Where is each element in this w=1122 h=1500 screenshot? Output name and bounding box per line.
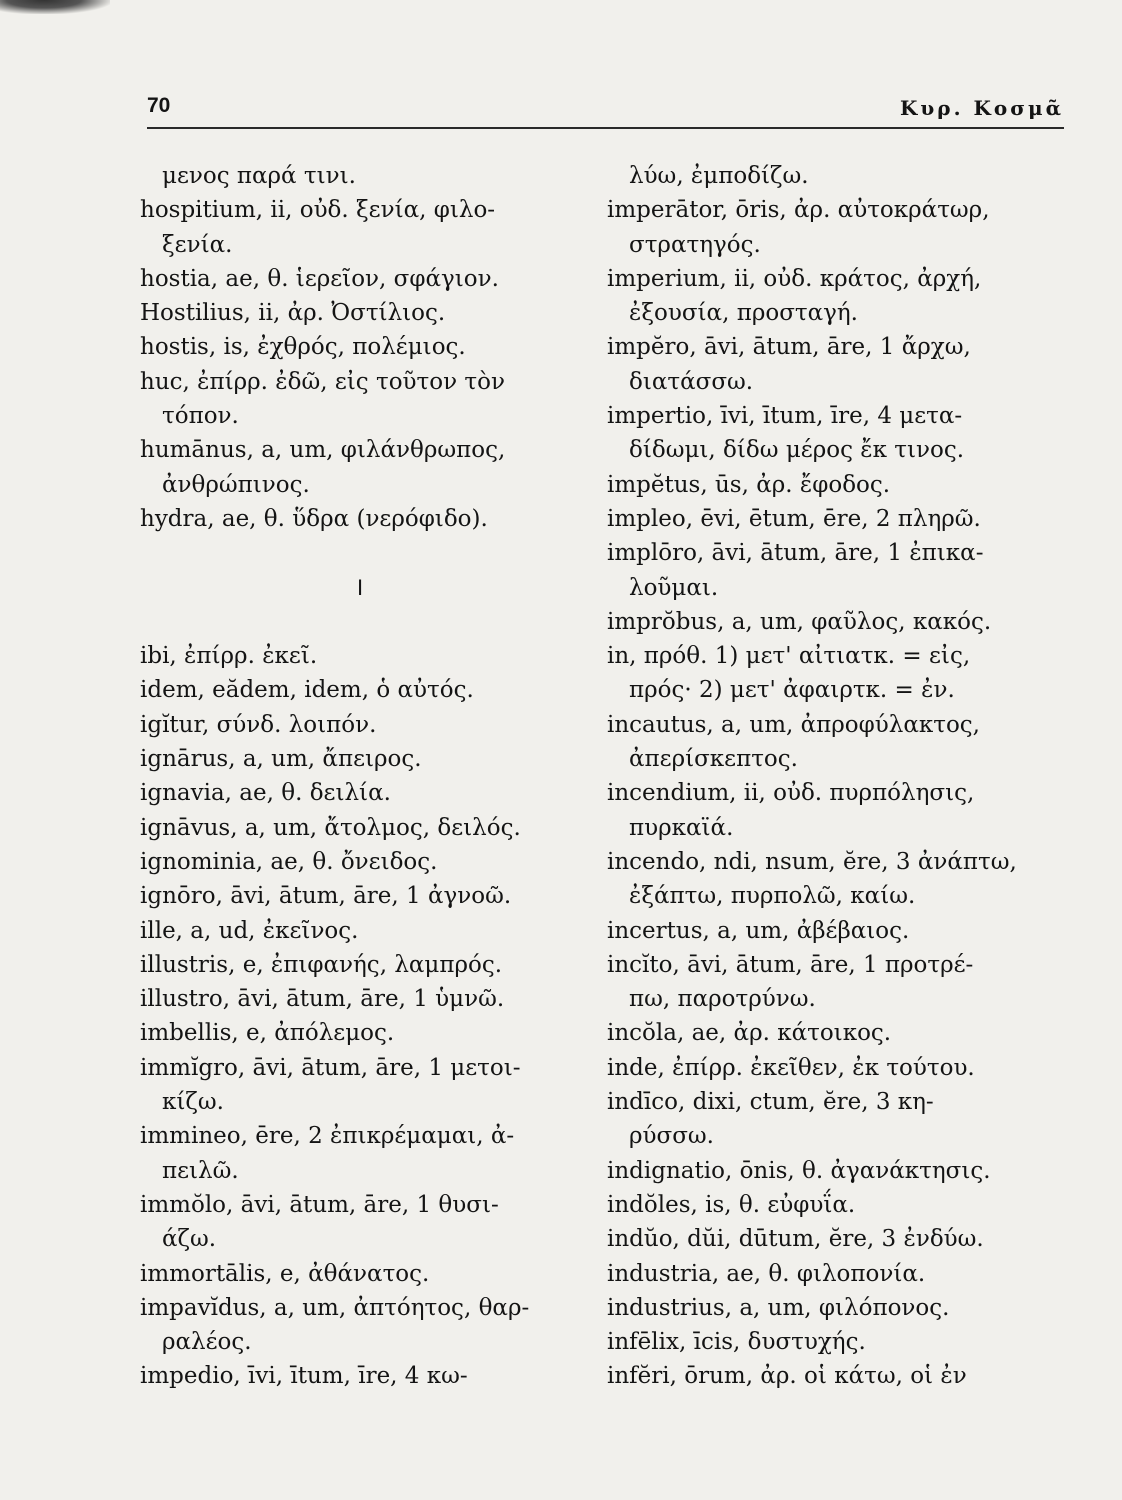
entry-line: ille, a, ud, ἐκεῖνος. bbox=[140, 917, 359, 944]
entry-line: imprŏbus, a, um, φαῦλος, κακός. bbox=[607, 608, 992, 635]
entry-line: κίζω. bbox=[162, 1089, 224, 1116]
entry-line: humānus, a, um, φιλάνθρωπος, bbox=[140, 437, 506, 464]
entry-line: διατάσσω. bbox=[629, 368, 754, 395]
entry-line: ἀπερίσκεπτος. bbox=[629, 746, 798, 773]
header-rule bbox=[147, 127, 1064, 129]
entry-line: incertus, a, um, ἀβέβαιος. bbox=[607, 917, 910, 944]
entry-line: in, πρόθ. 1) μετ' αἰτιατκ. = εἰς, bbox=[607, 643, 971, 670]
entry-line: τόπον. bbox=[162, 403, 239, 430]
running-head: Κυρ. Κοσμᾶ bbox=[900, 96, 1064, 120]
entry-line: imperium, ii, οὐδ. κράτος, ἀρχή, bbox=[607, 265, 982, 292]
entry-line: άζω. bbox=[162, 1226, 217, 1253]
entry-line: ξενία. bbox=[162, 231, 233, 258]
entry-line: indŏles, is, θ. εὐφυΐα. bbox=[607, 1191, 856, 1218]
entry-line: πω, παροτρύνω. bbox=[629, 986, 816, 1013]
entry-line: πρός· 2) μετ' ἀφαιρτκ. = ἐν. bbox=[629, 677, 955, 704]
entry-line: immĭgro, āvi, ātum, āre, 1 μετοι- bbox=[140, 1054, 521, 1081]
entry-line: ραλέος. bbox=[162, 1329, 252, 1356]
entry-line: ἐξάπτω, πυρπολῶ, καίω. bbox=[629, 883, 916, 910]
entry-line: λοῦμαι. bbox=[629, 574, 719, 601]
blank-line bbox=[140, 605, 580, 639]
entry-line: impĕro, āvi, ātum, āre, 1 ἄρχω, bbox=[607, 334, 971, 361]
section-letter: I bbox=[356, 574, 364, 600]
page-header bbox=[147, 90, 1064, 130]
left-column bbox=[140, 159, 580, 1394]
entry-line: incĭto, āvi, ātum, āre, 1 προτρέ- bbox=[607, 951, 974, 978]
entry-line: ἐξουσία, προσταγή. bbox=[629, 300, 858, 327]
entry-line: μενος παρά τινι. bbox=[162, 163, 356, 189]
entry-line: incŏla, ae, ἀρ. κάτοικος. bbox=[607, 1020, 892, 1047]
entry-line: hostis, is, ἐχθρός, πολέμιος. bbox=[140, 334, 466, 361]
entry-line: ignāvus, a, um, ἄτολμος, δειλός. bbox=[140, 814, 521, 841]
entry-line: impĕtus, ūs, ἀρ. ἔφοδος. bbox=[607, 471, 891, 498]
entry-line: illustris, e, ἐπιφανής, λαμπρός. bbox=[140, 951, 503, 978]
entry-line: indignatio, ōnis, θ. ἀγανάκτησις. bbox=[607, 1157, 991, 1184]
entry-line: idem, eădem, idem, ὁ αὐτός. bbox=[140, 677, 474, 704]
entry-line: infēlix, īcis, δυστυχής. bbox=[607, 1329, 866, 1356]
entry-line: ρύσσω. bbox=[629, 1123, 714, 1150]
entry-line: πειλῶ. bbox=[162, 1157, 239, 1184]
entry-line: hostia, ae, θ. ἱερεῖον, σφάγιον. bbox=[140, 265, 499, 292]
entry-line: ignōro, āvi, ātum, āre, 1 ἀγνοῶ. bbox=[140, 883, 512, 910]
entry-line: imperātor, ōris, ἀρ. αὐτοκράτωρ, bbox=[607, 197, 990, 224]
entry-line: implōro, āvi, ātum, āre, 1 ἐπικα- bbox=[607, 540, 984, 567]
entry-line: illustro, āvi, ātum, āre, 1 ὑμνῶ. bbox=[140, 986, 505, 1013]
entry-line: ἀνθρώπινος. bbox=[162, 471, 310, 498]
entry-line: igĭtur, σύνδ. λοιπόν. bbox=[140, 711, 377, 738]
entry-line: inde, ἐπίρρ. ἐκεῖθεν, ἐκ τούτου. bbox=[607, 1054, 975, 1081]
entry-line: στρατηγός. bbox=[629, 231, 761, 258]
entry-line: impedio, īvi, ītum, īre, 4 κω- bbox=[140, 1363, 468, 1390]
entry-line: incendo, ndi, nsum, ĕre, 3 ἀνάπτω, bbox=[607, 848, 1017, 875]
entry-line: immortālis, e, ἀθάνατος. bbox=[140, 1260, 430, 1287]
entry-line: industria, ae, θ. φιλοπονία. bbox=[607, 1260, 926, 1287]
entry-line: impertio, īvi, ītum, īre, 4 μετα- bbox=[607, 403, 963, 430]
entry-line: πυρκαϊά. bbox=[629, 814, 734, 841]
entry-line: hospitium, ii, οὐδ. ξενία, φιλο- bbox=[140, 197, 496, 224]
entry-line: industrius, a, um, φιλόπονος. bbox=[607, 1294, 950, 1321]
scan-smudge bbox=[0, 0, 110, 14]
entry-line: ibi, ἐπίρρ. ἐκεῖ. bbox=[140, 643, 318, 670]
entry-line: imbellis, e, ἀπόλεμος. bbox=[140, 1020, 395, 1047]
entry-line: immŏlo, āvi, ātum, āre, 1 θυσι- bbox=[140, 1191, 499, 1218]
entry-line: ignominia, ae, θ. ὄνειδος. bbox=[140, 848, 438, 875]
blank-line bbox=[140, 536, 580, 570]
entry-line: infĕri, ōrum, ἀρ. οἱ κάτω, οἱ ἐν bbox=[607, 1363, 967, 1390]
page-number: 70 bbox=[147, 94, 171, 117]
entry-line: ignavia, ae, θ. δειλία. bbox=[140, 780, 391, 807]
entry-line: huc, ἐπίρρ. ἐδῶ, εἰς τοῦτον τὸν bbox=[140, 368, 505, 395]
entry-line: immineo, ēre, 2 ἐπικρέμαμαι, ἀ- bbox=[140, 1123, 515, 1150]
entry-line: impavĭdus, a, um, ἀπτόητος, θαρ- bbox=[140, 1294, 530, 1321]
entry-line: impleo, ēvi, ētum, ēre, 2 πληρῶ. bbox=[607, 505, 981, 532]
right-column bbox=[607, 159, 1067, 1394]
entry-line: indīco, dixi, ctum, ĕre, 3 κη- bbox=[607, 1089, 934, 1116]
entry-line: incautus, a, um, ἀπροφύλακτος, bbox=[607, 711, 980, 738]
entry-line: Hostilius, ii, ἀρ. Ὀστίλιος. bbox=[140, 300, 446, 327]
entry-line: indŭo, dŭi, dūtum, ĕre, 3 ἐνδύω. bbox=[607, 1226, 984, 1253]
entry-line: hydra, ae, θ. ὕδρα (νερόφιδο). bbox=[140, 505, 488, 532]
entry-line: ignārus, a, um, ἄπειρος. bbox=[140, 746, 422, 773]
entry-line: δίδωμι, δίδω μέρος ἔκ τινος. bbox=[629, 437, 965, 464]
entry-line: incendium, ii, οὐδ. πυρπόλησις, bbox=[607, 780, 975, 807]
entry-line: λύω, ἐμποδίζω. bbox=[629, 163, 809, 189]
